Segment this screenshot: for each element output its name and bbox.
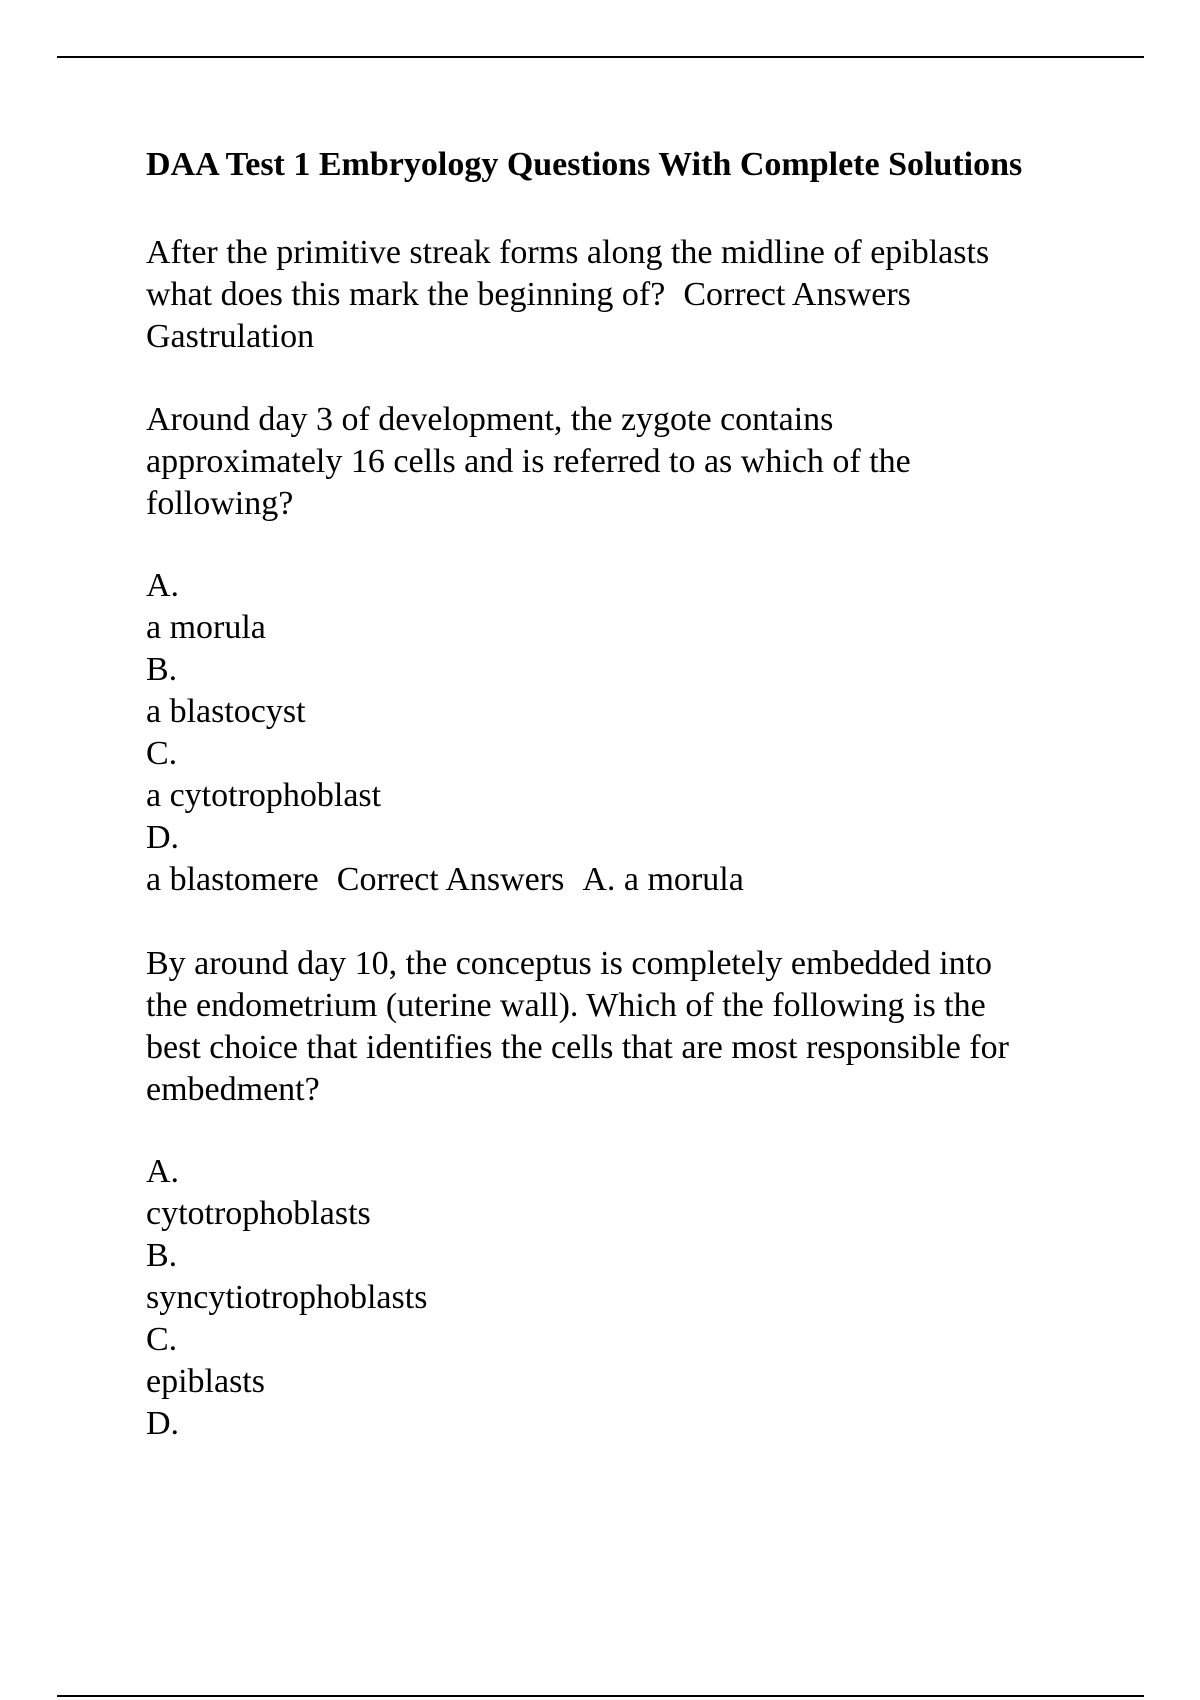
question-3-line-2: the endometrium (uterine wall). Which of the following is the <box>146 987 986 1024</box>
question-3 <box>146 943 1106 1111</box>
option-text: cytotrophoblasts <box>146 1195 371 1232</box>
option-letter: C. <box>146 735 178 772</box>
question-1-text: what does this mark the beginning of? <box>146 276 666 313</box>
option-letter: D. <box>146 1405 180 1442</box>
document-title: DAA Test 1 Embryology Questions With Complete Solutions <box>146 146 1023 183</box>
question-3-options <box>146 1151 1106 1445</box>
option-letter: D. <box>146 819 180 856</box>
option-letter: A. <box>146 567 180 604</box>
question-1 <box>146 232 1106 358</box>
correct-answers-label: Correct Answers <box>336 861 565 898</box>
option-text: syncytiotrophoblasts <box>146 1279 428 1316</box>
question-3-line-1: By around day 10, the conceptus is completely embedded into <box>146 945 993 982</box>
question-2-line-2: approximately 16 cells and is referred to as which of the <box>146 443 911 480</box>
option-text: a morula <box>146 609 266 646</box>
option-letter: A. <box>146 1153 180 1190</box>
header-rule <box>57 56 1144 58</box>
question-2-answer: A. a morula <box>582 861 744 898</box>
question-3-line-4: embedment? <box>146 1071 320 1108</box>
question-2-last-line <box>146 859 1106 901</box>
question-1-line-2 <box>146 274 1106 316</box>
correct-answers-label: Correct Answers <box>683 276 911 313</box>
option-text: a cytotrophoblast <box>146 777 382 814</box>
option-letter: B. <box>146 1237 178 1274</box>
option-text: a blastomere <box>146 861 319 898</box>
question-1-answer: Gastrulation <box>146 318 315 355</box>
question-1-line-1: After the primitive streak forms along the midline of epiblasts <box>146 234 990 271</box>
question-2 <box>146 399 1106 525</box>
option-letter: B. <box>146 651 178 688</box>
question-2-options <box>146 565 1106 901</box>
option-text: a blastocyst <box>146 693 306 730</box>
option-letter: C. <box>146 1321 178 1358</box>
option-text: epiblasts <box>146 1363 265 1400</box>
footer-rule <box>57 1695 1144 1697</box>
question-2-line-3: following? <box>146 485 294 522</box>
question-2-line-1: Around day 3 of development, the zygote contains <box>146 401 834 438</box>
question-3-line-3: best choice that identifies the cells that are most responsible for <box>146 1029 1009 1066</box>
